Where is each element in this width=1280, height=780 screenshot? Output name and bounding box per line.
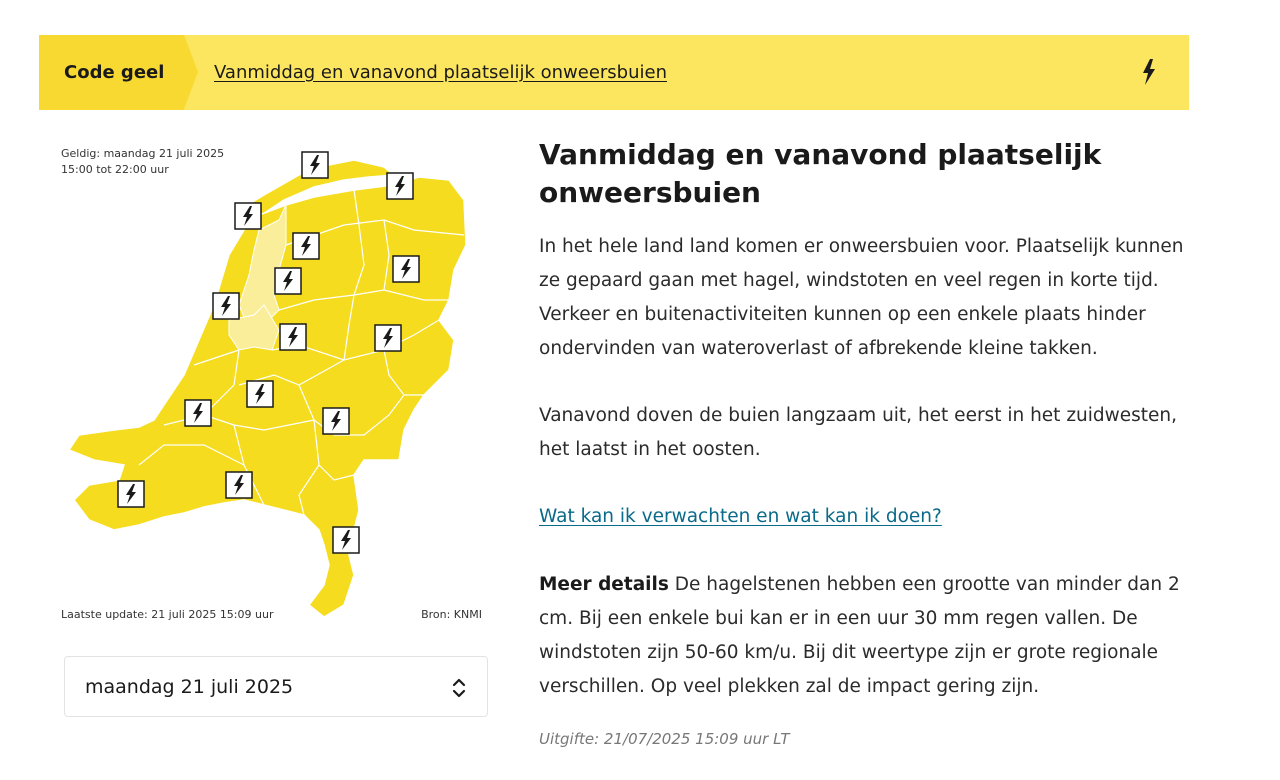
map-last-update: Laatste update: 21 juli 2025 15:09 uur xyxy=(61,608,274,621)
warning-details xyxy=(539,136,1189,748)
page-title: Vanmiddag en vanavond plaatselijk onweersbuien xyxy=(539,138,1102,209)
description-paragraph: In het hele land land komen er onweersbuien voor. Plaatselijk kunnen ze gepaard gaan met hagel, windstoten en veel regen in korte tijd. Verkeer en buitenactiviteiten kunnen op een enkele plaats hinder ondervinden van wateroverlast of afbrekende kleine takken. xyxy=(539,236,1184,359)
details-label: Meer details xyxy=(539,574,669,595)
issued-timestamp: Uitgifte: 21/07/2025 15:09 uur LT xyxy=(539,730,790,748)
evening-paragraph: Vanavond doven de buien langzaam uit, het eerst in het zuidwesten, het laatst in het oosten. xyxy=(539,405,1178,460)
map-source: Bron: KNMI xyxy=(421,608,482,621)
what-to-expect-link[interactable]: Wat kan ik verwachten en wat kan ik doen? xyxy=(539,506,942,527)
date-select[interactable] xyxy=(64,656,488,717)
details-paragraph xyxy=(539,568,1189,704)
warning-banner[interactable] xyxy=(39,35,1189,110)
details-text: De hagelstenen hebben een grootte van minder dan 2 cm. Bij een enkele bui kan er in een uur 30 mm regen vallen. De windstoten zijn 50-60 km/u. Bij dit weertype zijn er grote regionale verschillen. Op veel plekken zal de impact gering zijn. xyxy=(539,574,1180,697)
map-validity xyxy=(61,146,224,178)
map-valid-time: 15:00 tot 22:00 uur xyxy=(61,163,169,176)
warning-banner-link[interactable]: Vanmiddag en vanavond plaatselijk onweersbuien xyxy=(214,62,667,83)
lightning-icon xyxy=(1141,59,1157,85)
netherlands-map xyxy=(54,135,494,630)
warning-code-label: Code geel xyxy=(39,35,184,110)
date-select-value: maandag 21 juli 2025 xyxy=(85,675,294,698)
chevron-updown-icon xyxy=(451,676,467,700)
map-valid-date: Geldig: maandag 21 juli 2025 xyxy=(61,147,225,160)
warning-map[interactable] xyxy=(54,135,494,630)
